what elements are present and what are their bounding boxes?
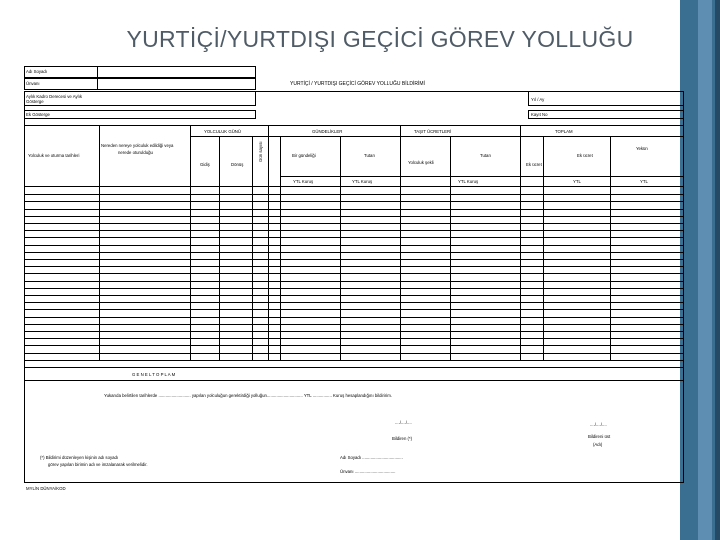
signature-right-label-2: (Adı) [593,442,603,447]
salary-field[interactable] [24,91,256,106]
table-column-line [190,187,191,360]
table-row-line [24,317,684,318]
additional-indicator-label: Ek Gösterge [26,112,50,117]
position-label: Ünvanı [26,81,40,86]
footnote-1: (*) Bildirimi düzenleyen kişinin adı soyadı [40,455,119,460]
total-header: TOPLAM [555,129,573,134]
transport-amount-header: Tutarı [480,153,492,158]
divider [400,125,401,187]
record-no-label: Kayıt No [531,112,548,117]
statement-text: Yukarıda belirtilen tarihlerde ........................... yapılan yolculuğun gerektirdiği yolluğun.............................. YTL ................ Kuruş hesaplandığını bildiririm. [104,393,393,398]
table-row-line [24,360,684,361]
daily-allowance-header: GÜNDELİKLER [312,129,343,134]
table-column-line [252,187,253,360]
table-row-line [24,331,684,332]
name-row [24,66,256,78]
extra-fee-header-2: Ek ücret [577,153,593,158]
table-column-line [400,187,401,360]
table-row-line [24,288,684,289]
divider [190,125,191,187]
salary-label-1: Aylık Kadro Derecesi ve Aylık [26,94,82,99]
sum-header: Yekün [636,146,648,151]
transport-header: TAŞIT ÜCRETLERİ [414,129,452,134]
form-code: MYL/N DÜNYA/KOD [26,486,66,491]
table-row-line [24,216,684,217]
table-row-line [24,252,684,253]
travel-day-header: YOLCULUK GÜNÜ [204,129,242,134]
table-column-line [340,187,341,360]
signature-right-label-1: Bildireni üst [588,434,611,439]
divider [99,125,100,187]
day-count-header: Gün sayısı [258,141,263,162]
page-title: YURTİÇİ/YURTDIŞI GEÇİCİ GÖREV YOLLUĞU [126,26,634,52]
table-row-line [24,345,684,346]
table-column-line [543,187,544,360]
currency-header-5: YTL [640,179,648,184]
year-month-field[interactable] [528,91,684,106]
divider [543,136,544,187]
table-row-line [24,281,684,282]
table-row-line [24,259,684,260]
divider [280,136,281,187]
table-row-line [24,194,684,195]
name-label: Adı Soyadı [26,69,48,74]
additional-indicator-field[interactable] [24,110,256,119]
divider [340,136,341,187]
decorative-side-stripe [698,0,712,540]
signature-left-label: Bildiren (*) [392,436,413,441]
signature-left-date: ..../..../.... [395,420,412,425]
route-header-2: nerede oturulduğu [118,150,153,155]
table-column-line [99,187,100,360]
salary-label-2: Gösterge [26,99,44,104]
table-column-line [610,187,611,360]
currency-header-1: YTL Kuruş [293,179,314,184]
table-row-line [24,237,684,238]
table-row-line [24,230,684,231]
table-column-line [520,187,521,360]
table-row-line [24,302,684,303]
extra-fee-header-1: Ek ücret [526,162,542,167]
travel-dates-header: Yolculuk ve oturma tarihleri [28,153,80,158]
signer-title: Ünvanı .................................. [340,469,396,474]
table-row-line [24,266,684,267]
grand-total-line [24,380,684,381]
table-row-line [24,295,684,296]
currency-header-2: YTL Kuruş [352,179,373,184]
table-row-line [24,324,684,325]
currency-header-3: YTL Kuruş [458,179,479,184]
signature-right-date: ..../..../.... [590,422,607,427]
divider [268,125,269,187]
table-row-line [24,353,684,354]
table-column-line [280,187,281,360]
one-day-header: Bir gündeliği [292,153,316,158]
table-column-line [450,187,451,360]
divider [252,136,253,187]
currency-header-4: YTL [573,179,581,184]
return-header: Dönüş [231,162,244,167]
signer-name: Adı Soyadı .................................. [340,455,403,460]
divider [520,125,521,187]
footnote-2: görev yapılan birimin adı ve imzalanarak verilmelidir. [48,462,148,467]
table-row-line [24,309,684,310]
table-row-line [24,209,684,210]
table-row-line [24,245,684,246]
decorative-side-edge [715,0,720,540]
route-header-1: Nereden nereye yolculuk edildiği veya [101,143,174,148]
title-row [24,78,256,90]
table-row-line [24,201,684,202]
table-row-line [24,273,684,274]
table-row-line [24,367,684,368]
table-row-line [24,338,684,339]
divider [219,136,220,187]
travel-type-header: Yolculuk şekli [408,160,434,165]
year-month-label: Yıl / Ay [531,97,545,102]
departure-header: Gidiş [200,162,210,167]
amount-header: Tutarı [364,153,376,158]
form-heading: YURTİÇİ / YURTDIŞI GEÇİCİ GÖREV YOLLUĞU BİLDİRİMİ [290,81,425,87]
grand-total-label: G E N E L T O P L A M [132,372,176,377]
record-no-field[interactable] [528,110,684,119]
table-column-line [219,187,220,360]
table-row-line [24,223,684,224]
divider [450,136,451,187]
table-column-line [268,187,269,360]
divider [610,136,611,187]
